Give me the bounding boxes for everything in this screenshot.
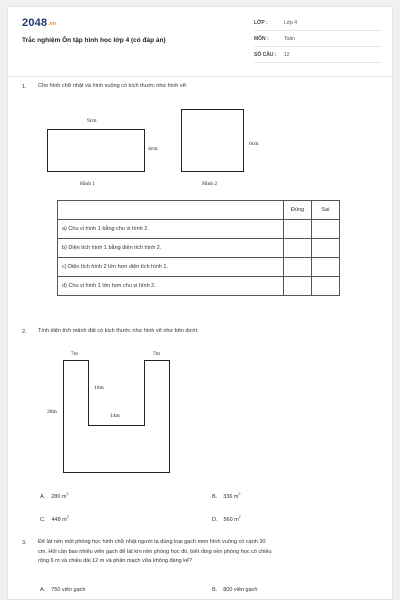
document-title: Trắc nghiệm Ôn tập hình học lớp 4 (có đáp án) (22, 37, 166, 44)
question-3-text (38, 538, 388, 567)
top-right-width-label: 7m (153, 351, 161, 357)
q3-option-a[interactable] (40, 587, 85, 593)
inner-height-label: 16m (94, 385, 104, 391)
option-value: 448 m (51, 517, 67, 523)
option-letter: D. (212, 517, 218, 523)
column-false-header: Sai (312, 201, 340, 220)
q2-option-c[interactable] (40, 515, 69, 523)
question-2-figure (8, 7, 393, 487)
meta-label: LỚP : (254, 20, 268, 26)
meta-value: Toán (284, 36, 295, 42)
square-side-label: 6cm (249, 141, 259, 147)
option-letter: B. (212, 494, 218, 500)
question-3-line: Để lát nền một phòng học hình chữ nhật người ta dùng loại gạch men hình vuông có cạnh 30 (38, 539, 266, 545)
statement-c: c) Diện tích hình 2 lớn hơn diện tích hình 1. (58, 258, 284, 277)
document-page (7, 6, 393, 600)
rect-height-label: 4cm (148, 146, 158, 152)
statement-d: d) Chu vi hình 1 lớn hơn chu vi hình 2. (58, 277, 284, 296)
option-letter: A. (40, 587, 46, 593)
unit-superscript: 2 (66, 515, 69, 519)
meta-label: SỐ CÂU : (254, 52, 277, 58)
statement-b: b) Diện tích hình 1 bằng diện tích hình 2. (58, 239, 284, 258)
unit-superscript: 2 (66, 492, 69, 496)
figure-1-caption: Hình 1 (80, 181, 96, 187)
outer-height-label: 28m (47, 409, 57, 415)
top-left-width-label: 7m (71, 351, 79, 357)
option-value: 560 m (223, 517, 239, 523)
meta-value: Lớp 4 (284, 20, 298, 26)
meta-label: MÔN : (254, 36, 269, 42)
option-letter: C. (40, 517, 46, 523)
rect-width-label: 9cm (87, 118, 97, 124)
question-2-text: Tính diện tích mảnh đất có kích thước như hình vẽ như bên dưới: (38, 328, 199, 334)
column-true-header: Đúng (284, 201, 312, 220)
q2-option-d[interactable] (212, 515, 241, 523)
statement-a: a) Chu vi hình 1 bằng chu vi hình 2. (58, 220, 284, 239)
option-value: 800 viên gạch (223, 587, 258, 593)
option-value: 750 viên gạch (51, 587, 86, 593)
site-logo[interactable]: 2048.vn (22, 17, 57, 29)
q2-option-b[interactable] (212, 492, 241, 500)
question-3-line: cm. Hỏi cần bao nhiêu viên gạch để lát kín nền phòng học đó, biết rằng nền phòng học có chiều (38, 548, 272, 555)
question-2-number: 2. (22, 329, 27, 335)
figure-2-caption: Hình 2 (202, 181, 218, 187)
meta-value: 12 (284, 52, 290, 58)
inner-width-label: 14m (110, 413, 120, 419)
question-1-number: 1. (22, 84, 27, 90)
question-1-text: Cho hình chữ nhật và hình vuông có kích thước như hình vẽ: (38, 83, 188, 89)
question-3-number: 3. (22, 540, 27, 546)
option-letter: B. (212, 587, 218, 593)
question-3-line: rộng 6 m và chiều dài 12 m và phần mạch vữa không đáng kể? (38, 558, 193, 564)
option-value: 280 m (51, 494, 67, 500)
option-letter: A. (40, 494, 46, 500)
option-value: 336 m (223, 494, 239, 500)
q2-option-a[interactable] (40, 492, 69, 500)
logo-suffix: .vn (48, 21, 57, 27)
q3-option-b[interactable] (212, 587, 257, 593)
unit-superscript: 2 (238, 515, 241, 519)
unit-superscript: 2 (238, 492, 241, 496)
